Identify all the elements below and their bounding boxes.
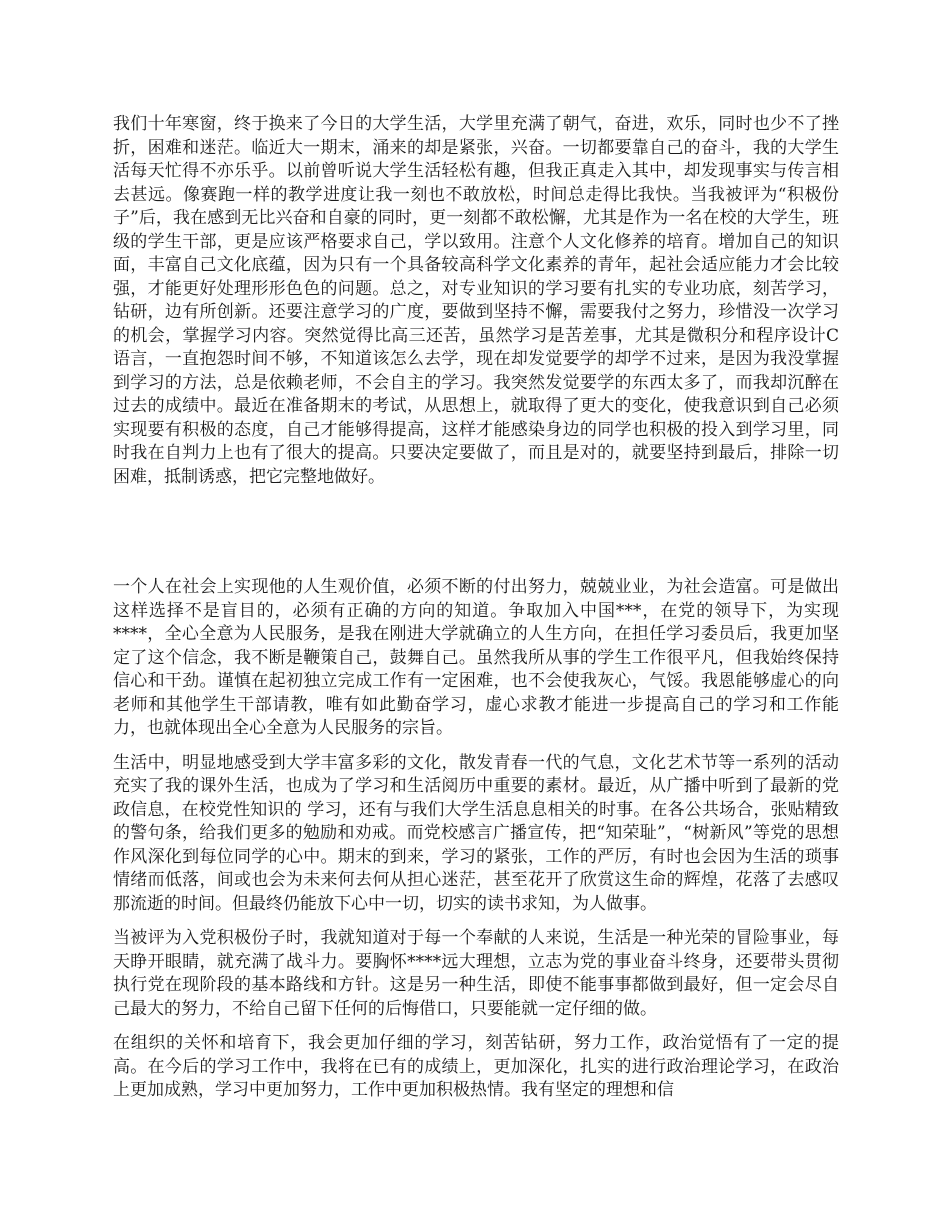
paragraph-future-study: 在组织的关怀和培育下，我会更加仔细的学习，刻苦钻研，努力工作，政治觉悟有了一定的提高。在今后的学习工作中，我将在已有的成绩上，更加深化，扎实的进行政治理论学习，在政治上更加成熟，学习中更加努力，工作中更加积极热情。我有坚定的理想和信: [113, 1033, 839, 1100]
paragraph-college-life: 我们十年寒窗，终于换来了今日的大学生活，大学里充满了朝气，奋进，欢乐，同时也少不了挫折，困难和迷茫。临近大一期末，涌来的却是紧张，兴奋。一切都要靠自己的奋斗，我的大学生活每天忙得不亦乐乎。以前曾听说大学生活轻松有趣，但我正真走入其中，却发现事实与传言相去甚远。像赛跑一样的教学进度让我一刻也不敢放松，时间总走得比我快。当我被评为“积极份子”后，我在感到无比兴奋和自豪的同时，更一刻都不敢松懈，尤其是作为一名在校的大学生，班级的学生干部，更是应该严格要求自己，学以致用。注意个人文化修养的培育。增加自己的知识面，丰富自己文化底蕴，因为只有一个具备较高科学文化素养的青年，起社会适应能力才会比较强，才能更好处理形形色色的问题。总之，对专业知识的学习要有扎实的专业功底，刻苦学习，钻研，边有所创新。还要注意学习的广度，要做到坚持不懈，需要我付之努力，珍惜没一次学习的机会，掌握学习内容。突然觉得比高三还苦，虽然学习是苦差事，尤其是微积分和程序设计C语言，一直抱怨时间不够，不知道该怎么去学，现在却发觉要学的却学不过来，是因为我没掌握到学习的方法，总是依赖老师，不会自主的学习。我突然发觉要学的东西太多了，而我却沉醉在过去的成绩中。最近在准备期末的考试，从思想上，就取得了更大的变化，使我意识到自己必须实现要有积极的态度，自己才能够得提高，这样才能感染身边的同学也积极的投入到学习里，同时我在自判力上也有了很大的提高。只要决定要做了，而且是对的，就要坚持到最后，排除一切困难，抵制诱惑，把它完整地做好。: [113, 114, 839, 487]
section-spacer: [113, 489, 839, 576]
paragraph-campus-culture: 生活中，明显地感受到大学丰富多彩的文化，散发青春一代的气息，文化艺术节等一系列的活动充实了我的课外生活，也成为了学习和生活阅历中重要的素材。最近，从广播中听到了最新的党政信息，在校党性知识的 学习，还有与我们大学生活息息相关的时事。在各公共场合，张贴精致的警句条，给我们更多的勉励和劝戒。而党校感言广播宣传，把“知荣耻”，“树新风”等党的思想作风深化到每位同学的心中。期末的到来，学习的紧张，工作的严厉，有时也会因为生活的琐事情绪而低落，间或也会为未来何去何从担心迷茫，甚至花开了欣赏这生命的辉煌，花落了去感叹那流逝的时间。但最终仍能放下心中一切，切实的读书求知，为人做事。: [113, 752, 839, 914]
paragraph-life-values: 一个人在社会上实现他的人生观价值，必须不断的付出努力，兢兢业业，为社会造富。可是做出这样选择不是盲目的，必须有正确的方向的知道。争取加入中国***，在党的领导下，为实现****，全心全意为人民服务，是我在刚进大学就确立的人生方向，在担任学习委员后，我更加坚定了这个信念，我不断是鞭策自己，鼓舞自己。虽然我所从事的学生工作很平凡，但我始终保持信心和干劲。谨慎在起初独立完成工作有一定困难，也不会使我灰心，气馁。我恩能够虚心的向老师和其他学生干部请教，唯有如此勤奋学习，虚心求教才能进一步提高自己的学习和工作能力，也就体现出全心全意为人民服务的宗旨。: [113, 577, 839, 738]
paragraph-party-activist: 当被评为入党积极份子时，我就知道对于每一个奉献的人来说，生活是一种光荣的冒险事业，每天睁开眼睛，就充满了战斗力。要胸怀****远大理想，立志为党的事业奋斗终身，还要带头贯彻执行党在现阶段的基本路线和方针。这是另一种生活，即使不能事事都做到最好，但一定会尽自己最大的努力，不给自己留下任何的后悔借口，只要能就一定仔细的做。: [113, 928, 839, 1019]
document-page: [113, 113, 839, 1103]
